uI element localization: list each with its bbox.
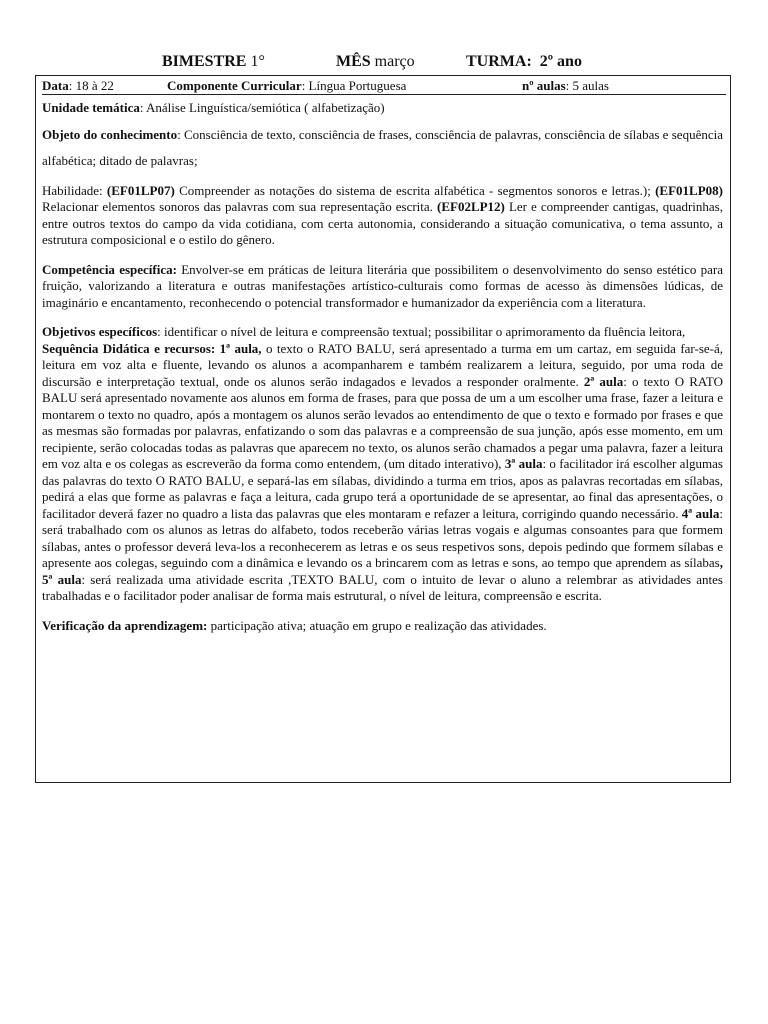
objeto-conhecimento (42, 122, 723, 174)
verificacao-label: Verificação da aprendizagem: (42, 617, 208, 633)
aula-4-text: : será trabalhado com os alunos as letras do alfabeto, todos receberão várias letras vogais e algumas consoantes para que formem sílabas, antes o professor deverá leva-los a reconhecerem as letras e os seus respetivos sons, depois pedindo que formem sílabas e apresente aos colegas, seguindo com a dinâmica e levando os a brincarem com as letras e sons, ao tempo que aprendem as sílabas (42, 505, 723, 570)
document-header (0, 53, 768, 75)
habilidade-code-3: (EF02LP12) (437, 199, 505, 214)
verificacao-aprendizagem (42, 618, 723, 635)
competencia-label: Competência específica: (42, 261, 177, 277)
mes-field (336, 53, 415, 71)
sequencia-label: Sequência Didática e recursos: (42, 340, 220, 356)
competencia-especifica (42, 262, 723, 312)
objeto-value: : Consciência de texto, consciência de frases, consciência de palavras, consciência de sílabas e sequência alfabética; ditado de palavras; (42, 126, 723, 168)
componente-label: Componente Curricular (167, 78, 302, 93)
componente-value: : Língua Portuguesa (301, 78, 407, 93)
aulas-value: : 5 aulas (565, 78, 609, 93)
habilidade (42, 183, 723, 249)
unidade-value: : Análise Linguística/semiótica ( alfabetização) (139, 100, 385, 115)
aulas-field (522, 78, 609, 94)
objetivos-value: : identificar o nível de leitura e compreensão textual; possibilitar o aprimoramento da fluência leitora, (157, 324, 686, 339)
verificacao-value: participação ativa; atuação em grupo e realização das atividades. (207, 617, 547, 633)
data-field (42, 78, 114, 94)
aula-1-text: o texto o RATO BALU, será apresentado a turma em um cartaz, em seguida far-se-á, leitura em voz alta e fluente, levando os alunos a acompanharem e também realizarem a leitura, seguido, por uma roda de discursão e interpretação textual, onde os alunos serão indagados e levados a responder oralmente. (42, 340, 723, 389)
aula-5-text: : será realizada uma atividade escrita ,TEXTO BALU, com o intuito de levar o aluno a relembrar as atividades antes trabalhadas e o facilitador poder analisar de forma mais estrutural, o nível de leitura, compreensão e escrita. (42, 571, 723, 603)
data-label: Data (42, 78, 69, 93)
habilidade-text-1: Compreender as notações do sistema de escrita alfabética - segmentos sonoros e letras.); (174, 182, 656, 198)
lesson-plan-box (35, 75, 731, 783)
unidade-label: Unidade temática (42, 100, 140, 115)
aula-1-label: 1ª aula, (219, 340, 262, 356)
aula-4-label: 4ª aula (681, 505, 720, 521)
habilidade-text-2: Relacionar elementos sonoros das palavras com sua representação escrita. (42, 199, 437, 214)
habilidade-label: Habilidade: (42, 182, 107, 198)
sequencia-didatica (42, 341, 723, 605)
aula-3-text: : o facilitador irá escolher algumas das palavras do texto O RATO BALU, e separá-las em sílabas, dividindo a turma em trios, apos as palavras recortadas em sílabas, pedirá a elas que forme as palavras e faça a leitura, cada grupo terá a oportunidade de se apresentar, ao final das apresentações, o facilitador deverá fazer no quadro a lista das palavras que eles montaram e refazer a leitura, corrigindo quando necessário. (42, 456, 723, 521)
bimestre-value: 1° (250, 53, 265, 70)
mes-value: março (374, 53, 415, 70)
bimestre-field (162, 53, 265, 71)
componente-field (167, 78, 406, 94)
mes-label: MÊS (336, 53, 371, 70)
turma-label: TURMA: (466, 53, 532, 70)
objeto-label: Objeto do conhecimento (42, 126, 178, 142)
unidade-tematica (42, 100, 723, 117)
bimestre-label: BIMESTRE (162, 53, 247, 70)
aula-2-text: : o texto O RATO BALU será apresentado novamente aos alunos em forma de frases, para que possa de um a um escolher uma frase, fazer a leitura e montarem o texto no quadro, após a montagem os alunos serão levados ao entendimento de que o texto e formado por frases e que as mesmas são formadas por palavras, enfatizando o som das palavras e a compreensão de sua junção, após esse momento, em um recipiente, serão colocadas todas as palavras que aparecem no texto, os alunos serão chamados a pegar uma palavra, fazer a leitura em voz alta e os colegas as escreverão da forma como entendem, (um ditado interativo), (42, 373, 723, 471)
turma-field (466, 53, 582, 71)
turma-value: 2º ano (539, 53, 582, 70)
habilidade-text-3: Ler e compreender cantigas, quadrinhas, entre outros textos do campo da vida cotidiana, com certa autonomia, considerando a situação comunicativa, o tema assunto, a estrutura composicional e o estilo do gênero. (42, 199, 723, 247)
objetivos-label: Objetivos específicos (42, 324, 158, 339)
habilidade-code-2: (EF01LP08) (655, 182, 723, 198)
data-value: : 18 à 22 (68, 78, 114, 93)
objetivos-especificos (42, 324, 723, 341)
competencia-value: Envolver-se em práticas de leitura literária que possibilitem o desenvolvimento do senso estético para fruição, valorizando a literatura e outras manifestações artístico-culturais como formas de acesso às dimensões lúdicas, de imaginário e encantamento, reconhecendo o potencial transformador e humanizador da experiência com a literatura. (42, 261, 723, 310)
info-row (42, 78, 726, 95)
lesson-content (42, 100, 723, 634)
habilidade-code-1: (EF01LP07) (106, 182, 175, 198)
aula-3-label: 3ª aula (504, 456, 543, 471)
aula-2-label: 2ª aula (583, 373, 624, 389)
aula-5-label: , 5ª aula (42, 555, 723, 587)
aulas-label: nº aulas (522, 78, 566, 93)
